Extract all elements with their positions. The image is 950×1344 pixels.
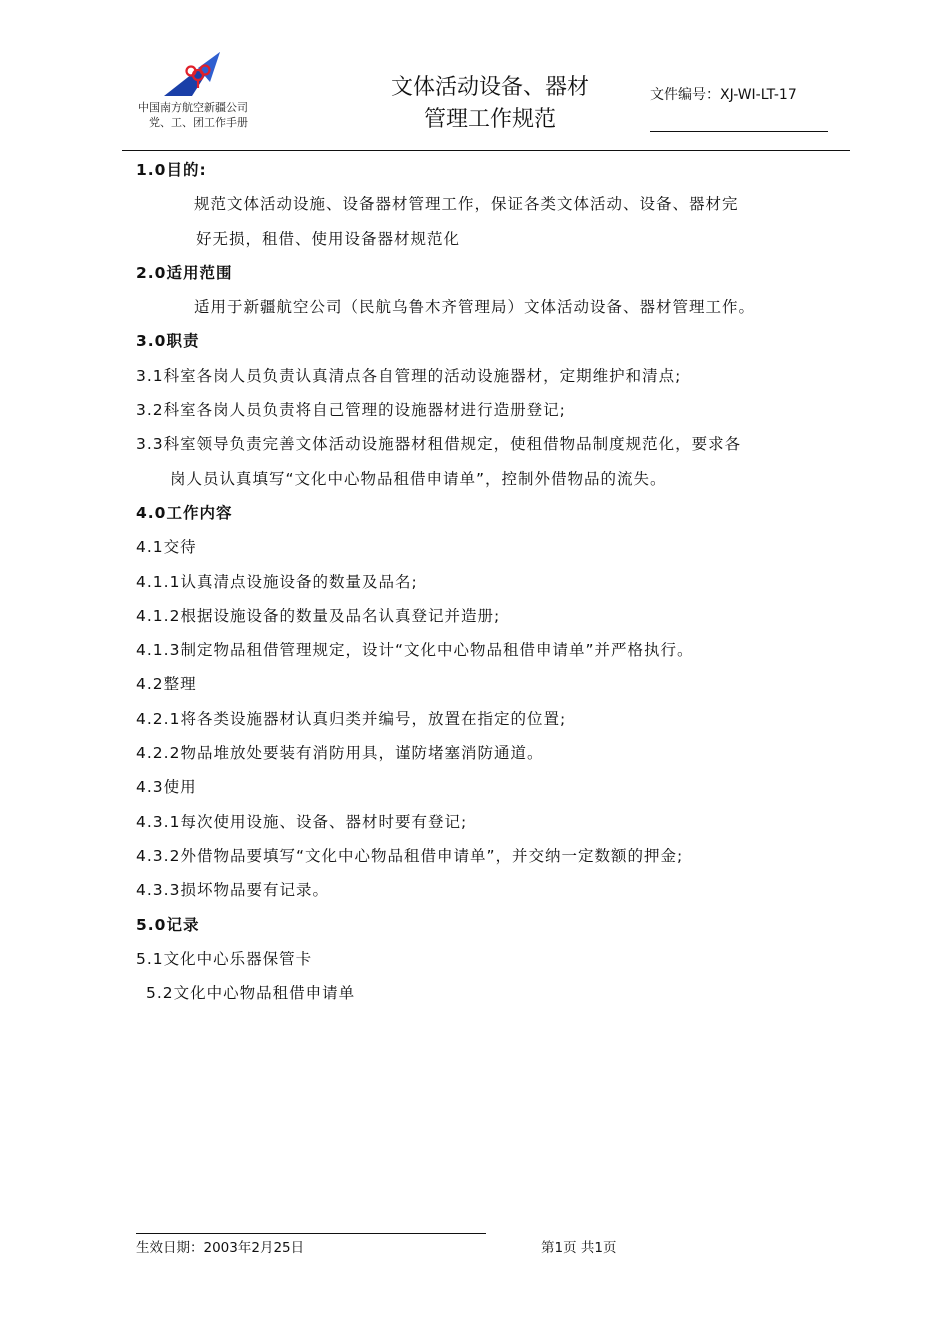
record-item: 5.1文化中心乐器保管卡 [136,949,313,968]
duty-item: 3.2科室各岗人员负责将自己管理的设施器材进行造册登记; [136,401,566,420]
work-item: 4.2.1将各类设施器材认真归类并编号，放置在指定的位置; [136,709,567,728]
work-item: 4.3.3损坏物品要有记录。 [136,881,329,900]
document-title-line1: 文体活动设备、器材 [390,75,589,100]
section-scope-heading: 2.0适用范围 [136,263,233,282]
work-item: 4.3.1每次使用设施、设备、器材时要有登记; [136,812,468,831]
company-name-line2: 党、工、团工作手册 [149,116,248,129]
company-name [138,100,248,130]
logo-icon [160,48,226,98]
document-title-line2: 管理工作规范 [423,107,556,132]
document-title [360,72,620,136]
footer-divider [136,1233,486,1234]
section-scope-text: 适用于新疆航空公司（民航乌鲁木齐管理局）文体活动设备、器材管理工作。 [194,298,756,317]
header-divider [122,150,850,151]
work-subheading: 4.3使用 [136,778,197,797]
work-item: 4.1.1认真清点设施设备的数量及品名; [136,572,418,591]
company-logo [160,48,226,98]
effective-date: 生效日期：2003年2月25日 [136,1240,305,1256]
company-name-line1: 中国南方航空新疆公司 [138,101,248,114]
record-item: 5.2文化中心物品租借申请单 [146,984,356,1003]
duty-item-cont: 岗人员认真填写“文化中心物品租借申请单”，控制外借物品的流失。 [170,469,667,488]
duty-item: 3.1科室各岗人员负责认真清点各自管理的活动设施器材，定期维护和清点; [136,366,682,385]
work-item: 4.1.2根据设施设备的数量及品名认真登记并造册; [136,606,501,625]
section-purpose-text: 规范文体活动设施、设备器材管理工作，保证各类文体活动、设备、器材完 [194,195,739,214]
document-number-underline [650,131,828,132]
document-number: 文件编号：XJ-WI-LT-17 [650,87,797,103]
section-duties-heading: 3.0职责 [136,332,200,351]
duty-item: 3.3科室领导负责完善文体活动设施器材租借规定，使租借物品制度规范化，要求各 [136,435,742,454]
work-subheading: 4.2整理 [136,675,197,694]
section-purpose-text-cont: 好无损，租借、使用设备器材规范化 [196,229,461,248]
document-body [136,153,848,1010]
work-item: 4.2.2物品堆放处要装有消防用具，谨防堵塞消防通道。 [136,744,544,763]
work-subheading: 4.1交待 [136,538,197,557]
work-item: 4.3.2外借物品要填写“文化中心物品租借申请单”，并交纳一定数额的押金; [136,846,684,865]
page-number: 第1页 共1页 [541,1240,617,1256]
section-work-heading: 4.0工作内容 [136,503,233,522]
work-item: 4.1.3制定物品租借管理规定，设计“文化中心物品租借申请单”并严格执行。 [136,641,694,660]
section-records-heading: 5.0记录 [136,915,200,934]
section-purpose-heading: 1.0目的: [136,161,207,179]
